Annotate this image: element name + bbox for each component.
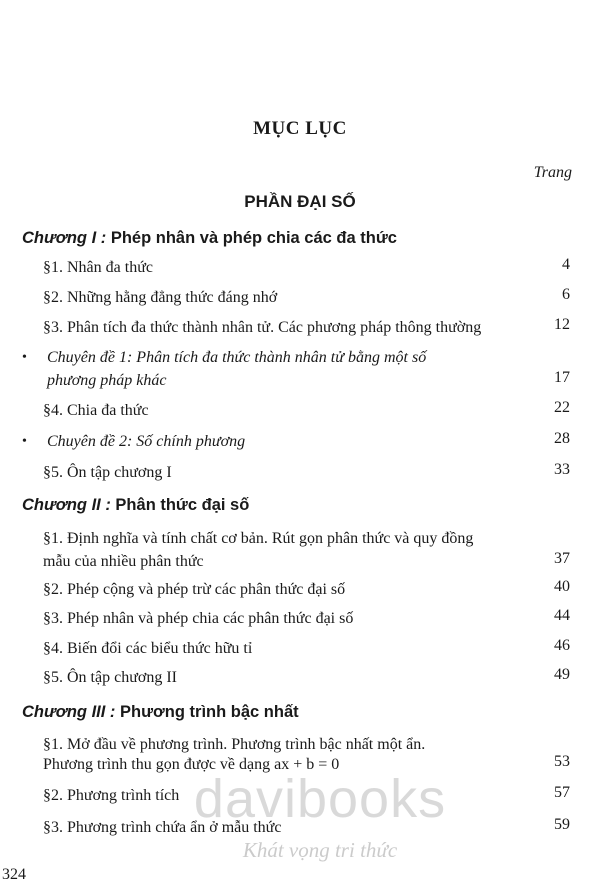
toc-page-number: 44 bbox=[554, 607, 570, 624]
toc-entry: §2. Những hằng đẳng thức đáng nhớ bbox=[43, 289, 278, 306]
toc-page-number: 59 bbox=[554, 816, 570, 833]
toc-entry: §3. Phương trình chứa ẩn ở mẫu thức bbox=[43, 819, 282, 836]
toc-page-number: 12 bbox=[554, 316, 570, 333]
watermark-slogan: Khát vọng tri thức bbox=[242, 838, 398, 862]
chapter-name: Phương trình bậc nhất bbox=[115, 703, 299, 721]
toc-page-number: 57 bbox=[554, 784, 570, 801]
bullet-marker: • bbox=[22, 350, 27, 365]
toc-topic-line: Chuyên đề 2: Số chính phương bbox=[47, 433, 246, 450]
chapter-heading bbox=[22, 229, 397, 248]
bullet-marker: • bbox=[22, 434, 27, 449]
toc-title: MỤC LỤC bbox=[253, 118, 347, 139]
chapter-heading bbox=[22, 703, 299, 722]
toc-entry: §1. Nhân đa thức bbox=[43, 259, 153, 276]
chapter-number: Chương I : bbox=[22, 229, 107, 247]
toc-entry: Phương trình thu gọn được về dạng ax + b = 0 bbox=[43, 756, 340, 773]
chapter-name: Phép nhân và phép chia các đa thức bbox=[106, 229, 397, 247]
toc-entry: §2. Phương trình tích bbox=[43, 787, 180, 804]
toc-page-number: 37 bbox=[554, 550, 570, 567]
toc-page-number: 46 bbox=[554, 637, 570, 654]
toc-entry: §4. Chia đa thức bbox=[43, 402, 149, 419]
toc-entry: §5. Ôn tập chương I bbox=[43, 464, 172, 481]
page-number: 324 bbox=[2, 866, 26, 883]
chapter-name: Phân thức đại số bbox=[110, 496, 250, 514]
page-column-label: Trang bbox=[533, 164, 572, 181]
toc-page-number: 40 bbox=[554, 578, 570, 595]
toc-page-number: 49 bbox=[554, 666, 570, 683]
toc-entry: §2. Phép cộng và phép trừ các phân thức đại số bbox=[43, 581, 346, 598]
toc-entry: §5. Ôn tập chương II bbox=[43, 669, 177, 686]
toc-page-number: 6 bbox=[562, 286, 570, 303]
toc-topic-line: phương pháp khác bbox=[47, 372, 167, 389]
chapter-number: Chương II : bbox=[22, 496, 111, 514]
toc-entry: §3. Phép nhân và phép chia các phân thức đại số bbox=[43, 610, 354, 627]
toc-page-number: 17 bbox=[554, 369, 570, 386]
watermark-logo: davibooks bbox=[193, 769, 447, 829]
toc-page-number: 53 bbox=[554, 753, 570, 770]
toc-entry: §1. Định nghĩa và tính chất cơ bản. Rút gọn phân thức và quy đồng bbox=[43, 530, 474, 547]
chapter-number: Chương III : bbox=[22, 703, 116, 721]
toc-entry: §1. Mở đầu về phương trình. Phương trình bậc nhất một ẩn. bbox=[43, 736, 426, 753]
chapter-heading bbox=[22, 496, 249, 515]
toc-page-number: 28 bbox=[554, 430, 570, 447]
part-heading: PHẦN ĐẠI SỐ bbox=[244, 192, 356, 211]
toc-entry: mẫu của nhiều phân thức bbox=[43, 553, 204, 570]
toc-entry: §4. Biến đổi các biểu thức hữu tỉ bbox=[43, 640, 253, 657]
toc-page-number: 33 bbox=[554, 461, 570, 478]
toc-topic-line: Chuyên đề 1: Phân tích đa thức thành nhân tử bằng một số bbox=[47, 349, 427, 366]
toc-page-number: 22 bbox=[554, 399, 570, 416]
toc-page-number: 4 bbox=[562, 256, 570, 273]
toc-entry: §3. Phân tích đa thức thành nhân tử. Các phương pháp thông thường bbox=[43, 319, 482, 336]
